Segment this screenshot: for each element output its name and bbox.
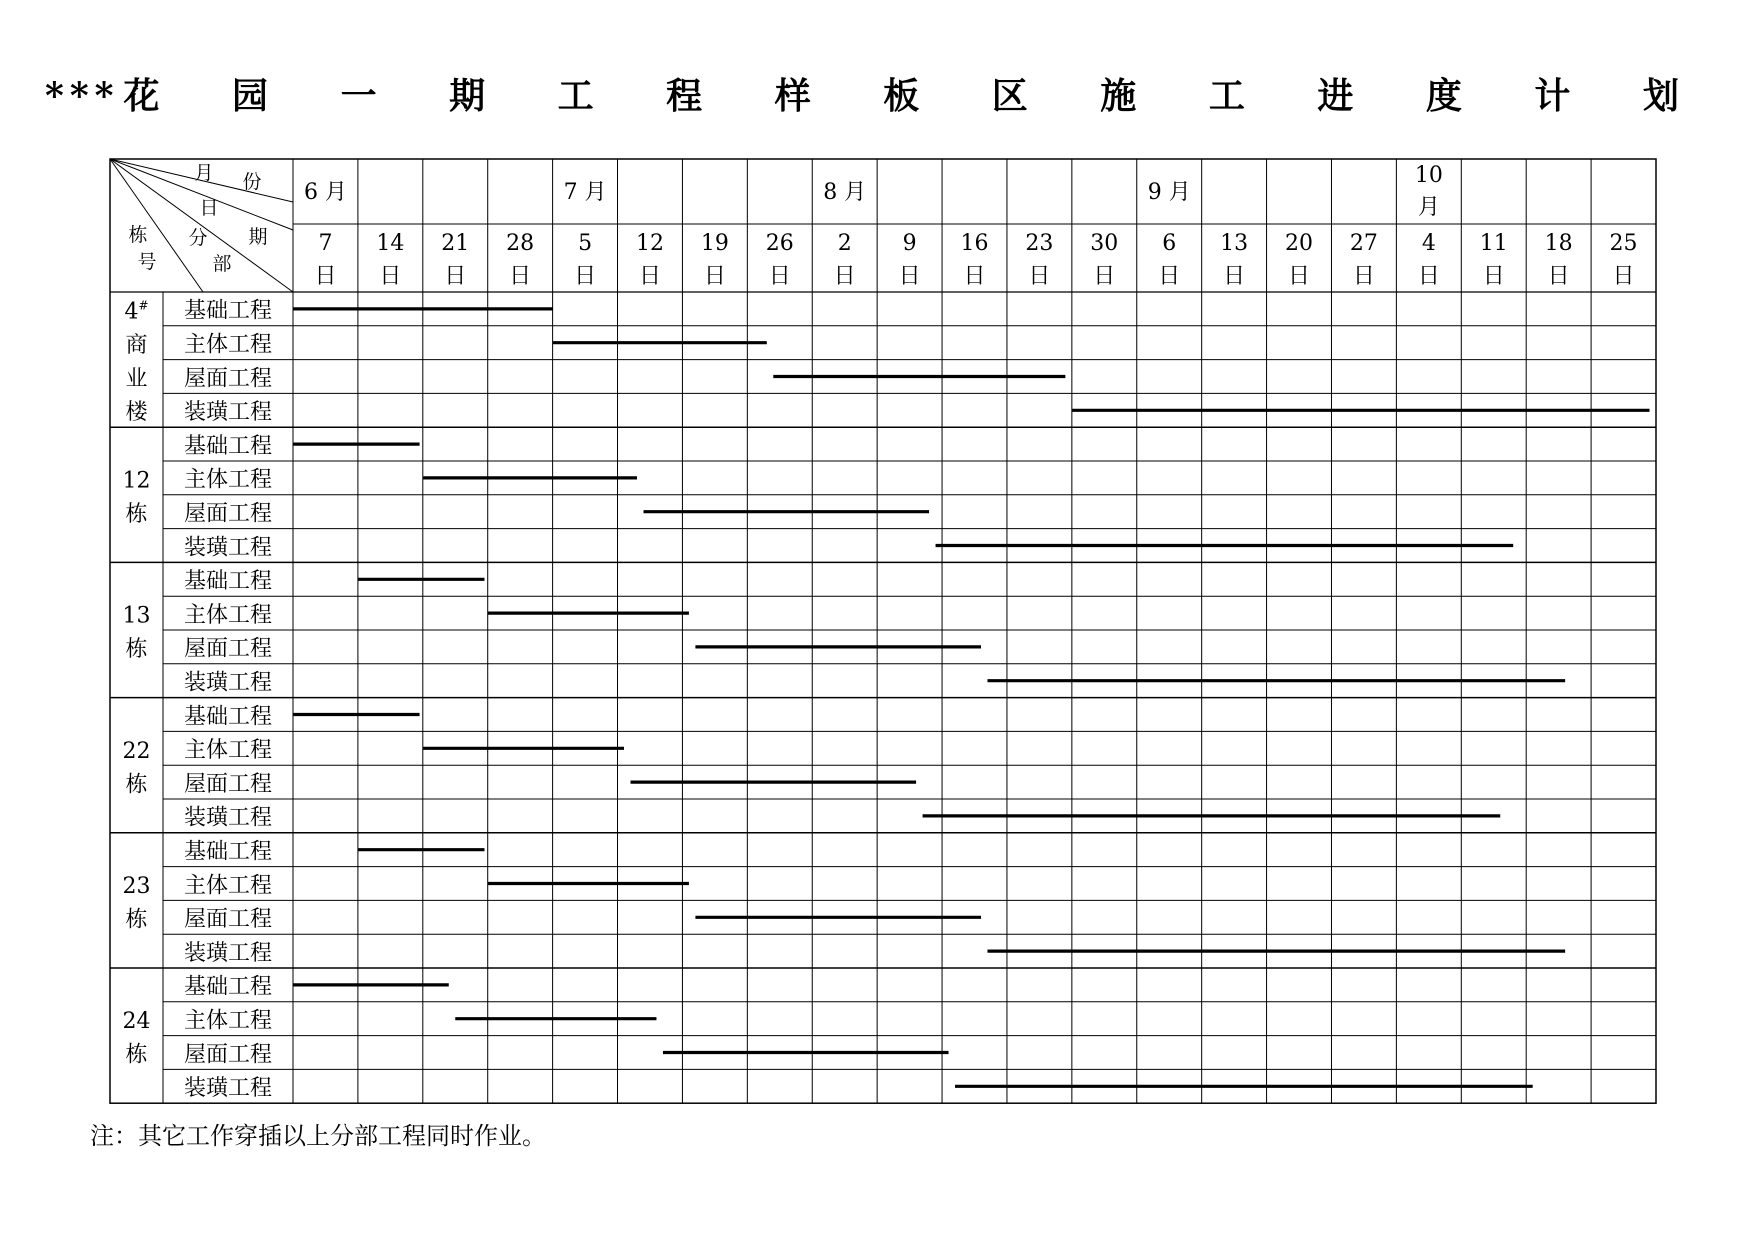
day-unit: 日 bbox=[1288, 264, 1311, 289]
month-label: 10 bbox=[1414, 163, 1443, 188]
day-number: 5 bbox=[578, 231, 593, 256]
building-label: 栋 bbox=[125, 637, 148, 663]
month-label: 7 月 bbox=[563, 180, 607, 205]
day-number: 12 bbox=[635, 231, 664, 256]
building-label: 4# bbox=[124, 298, 149, 325]
day-unit: 日 bbox=[1547, 264, 1570, 289]
month-label: 6 月 bbox=[303, 180, 347, 205]
day-number: 11 bbox=[1479, 231, 1508, 256]
building-label: 栋 bbox=[125, 1042, 148, 1068]
day-unit: 日 bbox=[703, 264, 726, 289]
building-label: 22 bbox=[122, 738, 151, 764]
day-unit: 日 bbox=[509, 264, 532, 289]
day-number: 27 bbox=[1349, 231, 1378, 256]
building-label: 23 bbox=[122, 874, 151, 900]
day-unit: 日 bbox=[1028, 264, 1051, 289]
month-label: 9 月 bbox=[1147, 180, 1191, 205]
task-name: 屋面工程 bbox=[183, 907, 273, 933]
day-unit: 日 bbox=[1093, 264, 1116, 289]
corner-month-label: 份 bbox=[242, 171, 262, 193]
task-name: 装璜工程 bbox=[183, 940, 273, 966]
day-number: 18 bbox=[1544, 231, 1573, 256]
building-label: 业 bbox=[125, 366, 148, 392]
task-name: 装璜工程 bbox=[183, 1076, 273, 1102]
day-number: 19 bbox=[700, 231, 729, 256]
task-name: 主体工程 bbox=[183, 467, 273, 493]
footnote: 注：其它工作穿插以上分部工程同时作业。 bbox=[90, 1122, 546, 1150]
day-unit: 日 bbox=[1612, 264, 1635, 289]
task-name: 主体工程 bbox=[183, 1008, 273, 1034]
month-label: 月 bbox=[1417, 195, 1440, 220]
day-number: 2 bbox=[837, 231, 852, 256]
day-number: 13 bbox=[1220, 231, 1249, 256]
task-name: 屋面工程 bbox=[183, 636, 273, 662]
day-unit: 日 bbox=[1352, 264, 1375, 289]
task-name: 装璜工程 bbox=[183, 670, 273, 696]
task-name: 屋面工程 bbox=[183, 366, 273, 392]
task-name: 主体工程 bbox=[183, 332, 273, 358]
title-text: 花 园 一 期 工 程 样 板 区 施 工 进 度 计 划 bbox=[123, 75, 1709, 117]
task-name: 基础工程 bbox=[183, 433, 273, 459]
task-name: 基础工程 bbox=[183, 298, 273, 324]
day-number: 21 bbox=[441, 231, 470, 256]
task-name: 主体工程 bbox=[183, 873, 273, 899]
day-number: 25 bbox=[1609, 231, 1638, 256]
task-name: 屋面工程 bbox=[183, 501, 273, 527]
corner-section-label: 期 bbox=[248, 226, 268, 248]
day-unit: 日 bbox=[1482, 264, 1505, 289]
day-unit: 日 bbox=[1223, 264, 1246, 289]
building-label: 12 bbox=[122, 468, 151, 494]
day-unit: 日 bbox=[898, 264, 921, 289]
corner-building-label: 栋 bbox=[128, 224, 148, 246]
day-unit: 日 bbox=[444, 264, 467, 289]
day-unit: 日 bbox=[1158, 264, 1181, 289]
task-name: 装璜工程 bbox=[183, 805, 273, 831]
day-number: 6 bbox=[1162, 231, 1177, 256]
building-label: 栋 bbox=[125, 772, 148, 798]
building-label: 13 bbox=[122, 603, 151, 629]
day-unit: 日 bbox=[379, 264, 402, 289]
task-name: 基础工程 bbox=[183, 839, 273, 865]
day-unit: 日 bbox=[833, 264, 856, 289]
building-label: 楼 bbox=[125, 400, 148, 426]
task-name: 装璜工程 bbox=[183, 535, 273, 561]
building-label: 栋 bbox=[125, 501, 148, 527]
day-number: 23 bbox=[1025, 231, 1054, 256]
day-number: 26 bbox=[765, 231, 794, 256]
task-name: 主体工程 bbox=[183, 602, 273, 628]
corner-section-label: 分 bbox=[188, 227, 208, 249]
day-number: 9 bbox=[902, 231, 917, 256]
day-number: 20 bbox=[1285, 231, 1314, 256]
day-number: 16 bbox=[960, 231, 989, 256]
task-name: 基础工程 bbox=[183, 704, 273, 730]
table-border bbox=[110, 159, 1656, 1103]
day-unit: 日 bbox=[574, 264, 597, 289]
building-label: 24 bbox=[122, 1009, 151, 1035]
corner-section-label: 部 bbox=[212, 253, 232, 275]
corner-building-label: 号 bbox=[137, 251, 157, 273]
day-number: 28 bbox=[506, 231, 535, 256]
corner-day-label: 日 bbox=[199, 197, 219, 219]
day-unit: 日 bbox=[1417, 264, 1440, 289]
day-unit: 日 bbox=[638, 264, 661, 289]
day-number: 4 bbox=[1421, 231, 1436, 256]
day-unit: 日 bbox=[768, 264, 791, 289]
day-number: 14 bbox=[376, 231, 405, 256]
day-unit: 日 bbox=[963, 264, 986, 289]
day-unit: 日 bbox=[314, 264, 337, 289]
task-name: 装璜工程 bbox=[183, 400, 273, 426]
title-stars: *** bbox=[45, 75, 120, 117]
task-name: 基础工程 bbox=[183, 569, 273, 595]
task-name: 屋面工程 bbox=[183, 771, 273, 797]
day-number: 30 bbox=[1090, 231, 1119, 256]
building-label: 栋 bbox=[125, 907, 148, 933]
corner-month-label: 月 bbox=[194, 162, 214, 184]
task-name: 基础工程 bbox=[183, 974, 273, 1000]
task-name: 主体工程 bbox=[183, 738, 273, 764]
month-label: 8 月 bbox=[823, 180, 867, 205]
task-name: 屋面工程 bbox=[183, 1042, 273, 1068]
day-number: 7 bbox=[318, 231, 333, 256]
building-label: 商 bbox=[125, 333, 148, 359]
